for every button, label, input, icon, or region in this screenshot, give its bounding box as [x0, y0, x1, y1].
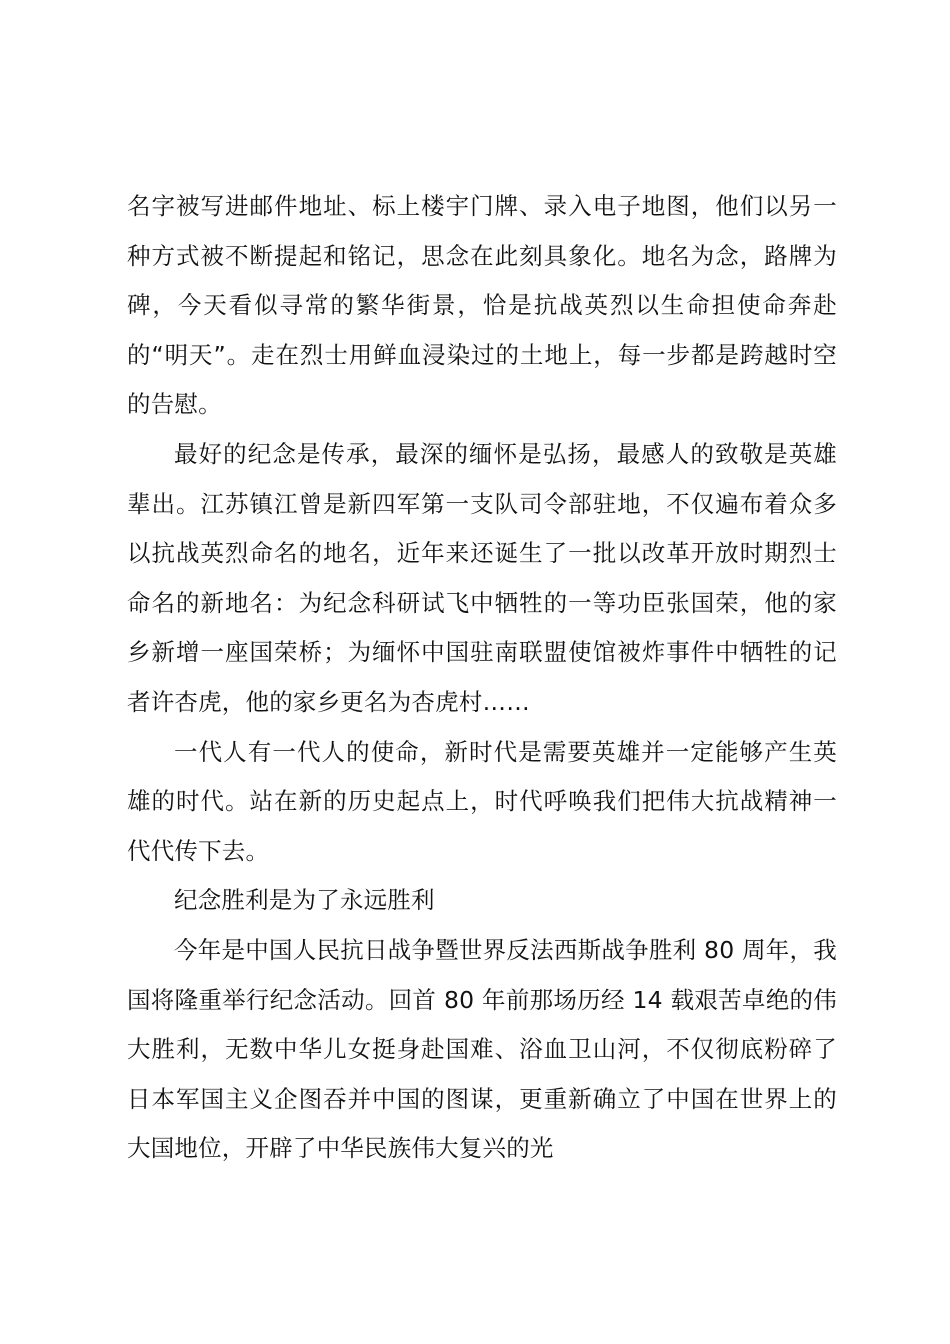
document-body — [127, 182, 837, 1174]
paragraph-80th-anniversary: 今年是中国人民抗日战争暨世界反法西斯战争胜利 80 周年，我国将隆重举行纪念活动。回首 80 年前那场历经 14 载艰苦卓绝的伟大胜利，无数中华儿女挺身赴国难、浴血卫山河，不仅彻底粉碎了日本军国主义企图吞并中国的图谋，更重新确立了中国在世界上的大国地位，开辟了中华民族伟大复兴的光 — [127, 935, 837, 1163]
paragraph-place-names: 名字被写进邮件地址、标上楼宇门牌、录入电子地图，他们以另一种方式被不断提起和铭记，思念在此刻具象化。地名为念，路牌为碑，今天看似寻常的繁华街景，恰是抗战英烈以生命担使命奔赴的“明天”。走在烈士用鲜血浸染过的土地上，每一步都是跨越时空的告慰。 — [127, 192, 837, 419]
paragraph-best-commemoration: 最好的纪念是传承，最深的缅怀是弘扬，最感人的致敬是英雄辈出。江苏镇江曾是新四军第一支队司令部驻地，不仅遍布着众多以抗战英烈命名的地名，近年来还诞生了一批以改革开放时期烈士命名的新地名：为纪念科研试飞中牺牲的一等功臣张国荣，他的家乡新增一座国荣桥；为缅怀中国驻南联盟使馆被炸事件中牺牲的记者许杏虎，他的家乡更名为杏虎村…… — [127, 439, 837, 716]
paragraph-generation-mission: 一代人有一代人的使命，新时代是需要英雄并一定能够产生英雄的时代。站在新的历史起点上，时代呼唤我们把伟大抗战精神一代代传下去。 — [127, 737, 837, 865]
section-heading: 纪念胜利是为了永远胜利 — [174, 886, 435, 915]
